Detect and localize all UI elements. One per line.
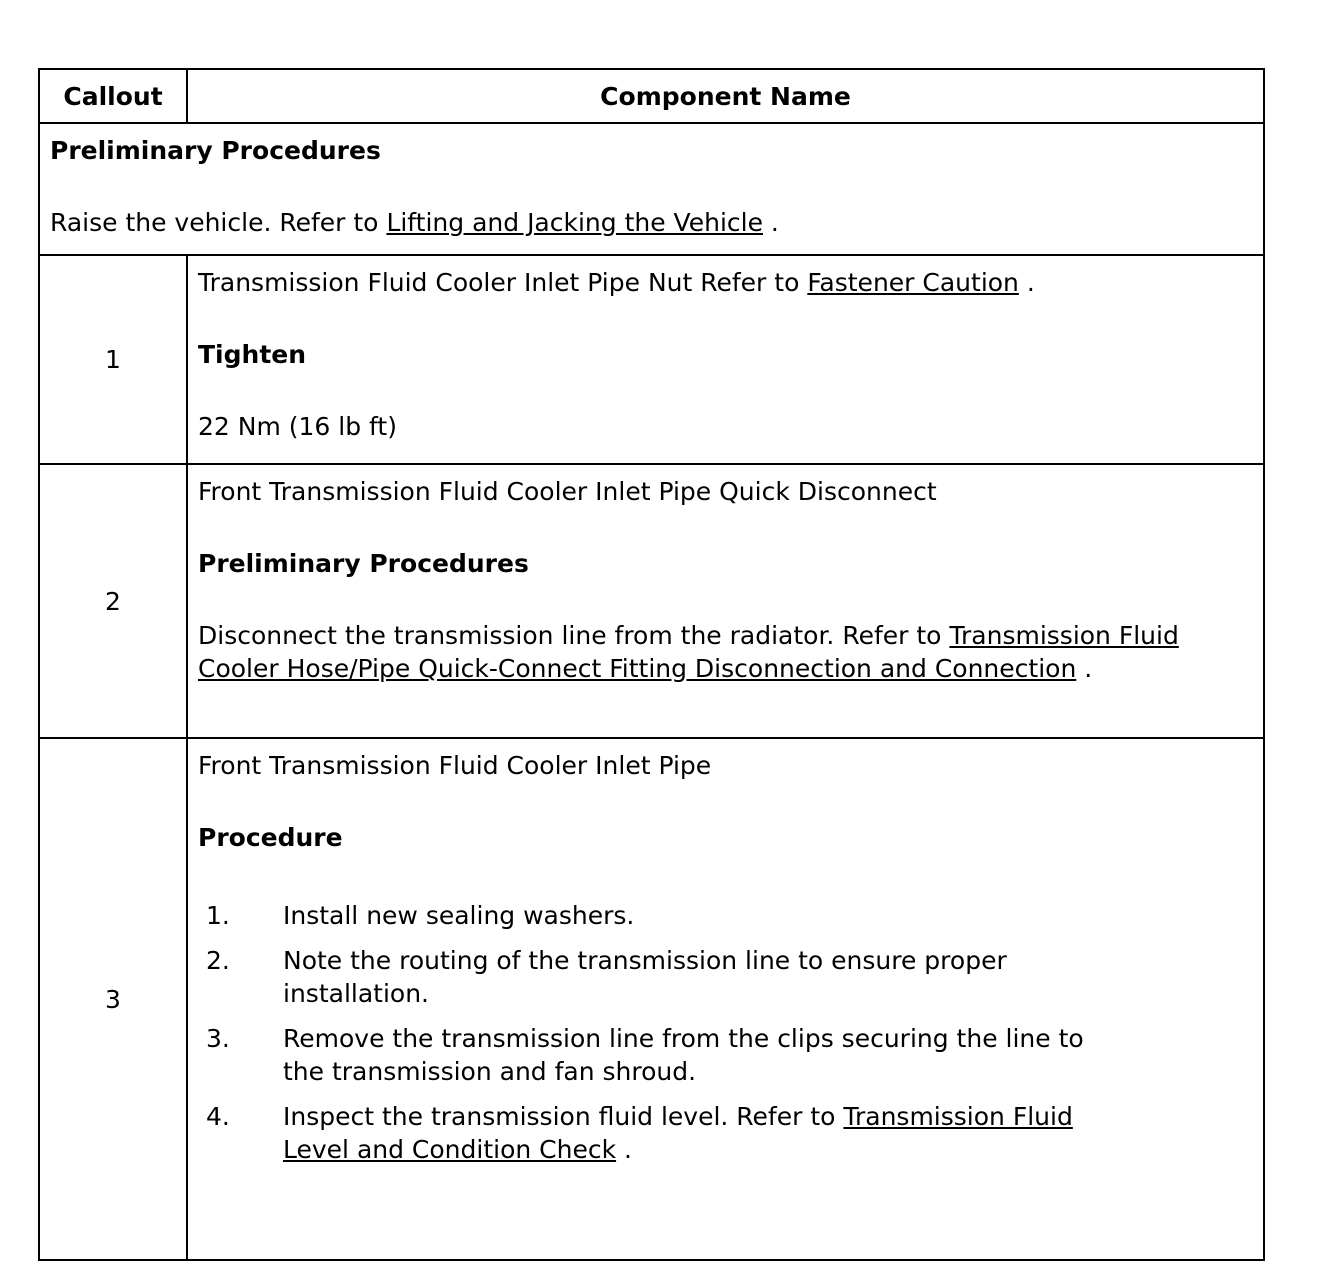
torque-value: 22 Nm (16 lb ft)	[198, 412, 397, 441]
table-row	[39, 255, 1264, 464]
quick-connect-link[interactable]: Transmission Fluid Cooler Hose/Pipe Quick-Connect Fitting Disconnection and Connection	[198, 621, 1179, 683]
callout-2: 2	[39, 464, 187, 738]
table-row	[39, 738, 1264, 1260]
row1-name: Transmission Fluid Cooler Inlet Pipe Nut Refer to	[198, 268, 808, 297]
prelim-title: Preliminary Procedures	[50, 136, 381, 165]
step-num: 1.	[206, 901, 230, 930]
prelim-row	[39, 123, 1264, 255]
row2-text: Disconnect the transmission line from the radiator. Refer to	[198, 621, 950, 650]
list-item	[198, 944, 1128, 1010]
punct: .	[1018, 268, 1035, 297]
header-callout: Callout	[39, 69, 187, 123]
list-item	[198, 1100, 1128, 1166]
step-num: 3.	[206, 1024, 230, 1053]
fastener-caution-link[interactable]: Fastener Caution	[807, 268, 1019, 297]
punct: .	[616, 1135, 632, 1164]
row3-name: Front Transmission Fluid Cooler Inlet Pipe	[198, 751, 712, 780]
step-text: Install new sealing washers.	[283, 901, 635, 930]
procedure-list	[198, 899, 1128, 1166]
component-table	[38, 68, 1265, 1261]
step-num: 4.	[206, 1102, 230, 1131]
list-item	[198, 899, 1128, 932]
lifting-link[interactable]: Lifting and Jacking the Vehicle	[386, 208, 763, 237]
punct: .	[762, 208, 779, 237]
row1-sub: Tighten	[198, 340, 307, 369]
row2-sub: Preliminary Procedures	[198, 549, 529, 578]
fluid-level-link[interactable]: Transmission Fluid Level and Condition Check	[283, 1102, 1073, 1164]
step-text: Inspect the transmission fluid level. Refer to	[283, 1102, 844, 1131]
callout-3: 3	[39, 738, 187, 1260]
row3-sub: Procedure	[198, 823, 343, 852]
table-row	[39, 464, 1264, 738]
header-component: Component Name	[187, 69, 1264, 123]
callout-1: 1	[39, 255, 187, 464]
step-text: Remove the transmission line from the clips securing the line to the transmission and fan shroud.	[283, 1024, 1084, 1086]
step-num: 2.	[206, 946, 230, 975]
row2-name: Front Transmission Fluid Cooler Inlet Pipe Quick Disconnect	[198, 477, 937, 506]
prelim-text: Raise the vehicle. Refer to	[50, 208, 387, 237]
step-text: Note the routing of the transmission line to ensure proper installation.	[283, 946, 1007, 1008]
punct: .	[1076, 654, 1093, 683]
list-item	[198, 1022, 1128, 1088]
